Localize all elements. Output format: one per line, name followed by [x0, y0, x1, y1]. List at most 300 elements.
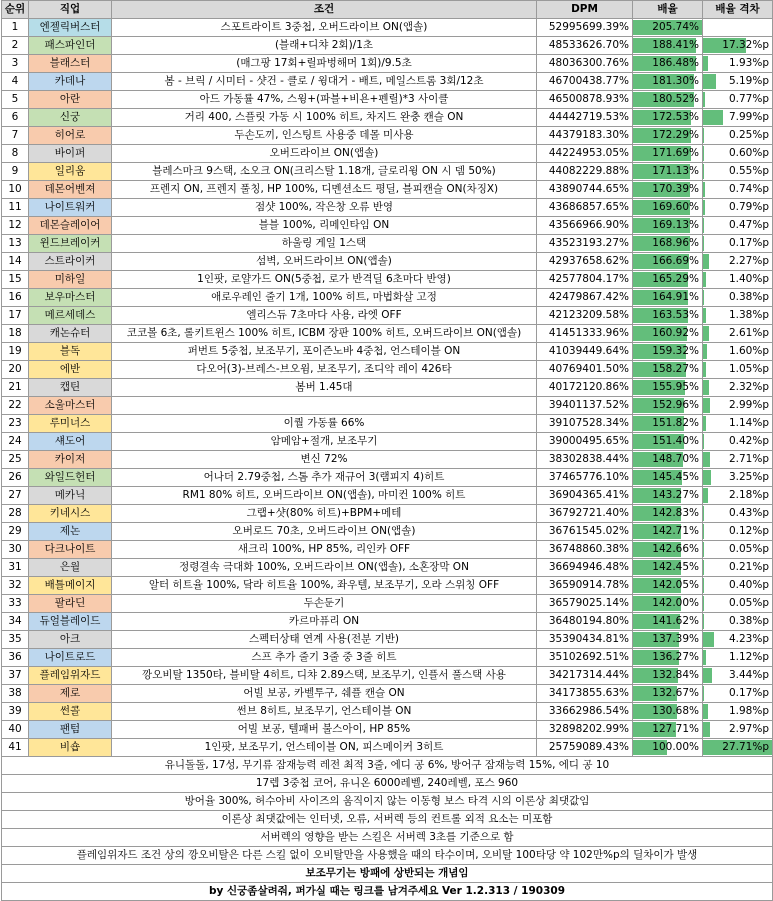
ratio-cell	[633, 667, 703, 685]
dpm-cell: 33662986.54%	[537, 703, 633, 721]
ratio-cell	[633, 487, 703, 505]
job-cell: 스트라이커	[29, 253, 112, 271]
ratio-value: 205.74%	[652, 21, 702, 33]
dpm-cell: 40769401.50%	[537, 361, 633, 379]
gap-cell	[703, 199, 773, 217]
condition-cell: 퍼번트 5중첩, 보조무기, 포이즌노바 4중첩, 언스테이블 ON	[112, 343, 537, 361]
job-cell: 나이트워커	[29, 199, 112, 217]
table-row	[2, 631, 773, 649]
ratio-value: 164.91%	[652, 291, 702, 303]
gap-cell	[703, 631, 773, 649]
ratio-value: 142.83%	[652, 507, 702, 519]
gap-value: 0.38%p	[729, 291, 772, 303]
gap-cell	[703, 649, 773, 667]
table-row	[2, 433, 773, 451]
dpm-cell: 36792721.40%	[537, 505, 633, 523]
job-cell: 히어로	[29, 127, 112, 145]
table-row	[2, 721, 773, 739]
dpm-cell: 42123209.58%	[537, 307, 633, 325]
condition-cell: 깡오비탈 1350타, 블비탈 4히트, 디챠 2.89스택, 보조무기, 인플서 풀스택 사용	[112, 667, 537, 685]
ratio-value: 170.39%	[652, 183, 702, 195]
ratio-value: 143.27%	[652, 489, 702, 501]
dpm-cell: 46500878.93%	[537, 91, 633, 109]
table-row	[2, 523, 773, 541]
gap-cell	[703, 415, 773, 433]
ratio-cell	[633, 55, 703, 73]
footnote-text: 이론상 최댓값에는 인터넷, 오류, 서버렉 등의 컨트롤 외적 요소는 미포함	[2, 811, 773, 829]
ratio-cell	[633, 181, 703, 199]
gap-bar	[703, 290, 704, 305]
job-cell: 썬콜	[29, 703, 112, 721]
gap-cell	[703, 271, 773, 289]
ratio-cell	[633, 271, 703, 289]
gap-cell	[703, 127, 773, 145]
gap-value: 0.60%p	[729, 147, 772, 159]
gap-bar	[703, 272, 706, 287]
gap-value: 0.21%p	[729, 561, 772, 573]
ratio-cell	[633, 91, 703, 109]
ratio-value: 181.30%	[652, 75, 702, 87]
ratio-value: 132.84%	[652, 669, 702, 681]
header-row	[2, 1, 773, 19]
condition-cell: 오버로드 70초, 오버드라이브 ON(앱솔)	[112, 523, 537, 541]
table-row	[2, 91, 773, 109]
ratio-value: 158.27%	[652, 363, 702, 375]
job-cell: 캐논슈터	[29, 325, 112, 343]
gap-value: 0.42%p	[729, 435, 772, 447]
gap-value: 1.60%p	[729, 345, 772, 357]
gap-cell	[703, 505, 773, 523]
ratio-value: 186.48%	[652, 57, 702, 69]
gap-value: 0.17%p	[729, 687, 772, 699]
condition-cell: (매그팡 17회+릴파벙해머 1회)/9.5초	[112, 55, 537, 73]
rank-cell: 20	[2, 361, 29, 379]
job-cell: 소울마스터	[29, 397, 112, 415]
condition-cell: 스프 추가 줄기 3줄 중 3줄 히트	[112, 649, 537, 667]
gap-value: 0.40%p	[729, 579, 772, 591]
ratio-cell	[633, 649, 703, 667]
gap-cell	[703, 487, 773, 505]
table-row	[2, 181, 773, 199]
job-cell: 메르세데스	[29, 307, 112, 325]
condition-cell: 알터 히트율 100%, 닼라 히트율 100%, 좌우텔, 보조무기, 오라 스위칭 OFF	[112, 577, 537, 595]
rank-cell: 41	[2, 739, 29, 757]
dpm-cell: 48036300.76%	[537, 55, 633, 73]
job-cell: 블독	[29, 343, 112, 361]
table-row	[2, 73, 773, 91]
gap-bar	[703, 308, 706, 323]
rank-cell: 35	[2, 631, 29, 649]
rank-cell: 24	[2, 433, 29, 451]
table-row	[2, 487, 773, 505]
rank-cell: 17	[2, 307, 29, 325]
gap-cell	[703, 253, 773, 271]
ratio-value: 159.32%	[652, 345, 702, 357]
gap-cell	[703, 703, 773, 721]
footnote-row	[2, 811, 773, 829]
table-row	[2, 739, 773, 757]
ratio-cell	[633, 379, 703, 397]
job-cell: 섀도어	[29, 433, 112, 451]
rank-cell: 19	[2, 343, 29, 361]
table-row	[2, 505, 773, 523]
rank-cell: 30	[2, 541, 29, 559]
table-row	[2, 595, 773, 613]
gap-value: 1.40%p	[729, 273, 772, 285]
job-cell: 제논	[29, 523, 112, 541]
gap-bar	[703, 128, 704, 143]
job-cell: 팬텀	[29, 721, 112, 739]
gap-bar	[703, 218, 704, 233]
table-row	[2, 163, 773, 181]
gap-bar	[703, 74, 716, 89]
footnote-row	[2, 829, 773, 847]
dpm-cell: 44082229.88%	[537, 163, 633, 181]
rank-cell: 21	[2, 379, 29, 397]
gap-cell	[703, 217, 773, 235]
table-row	[2, 325, 773, 343]
gap-bar	[703, 326, 709, 341]
gap-value: 0.55%p	[729, 165, 772, 177]
dpm-cell: 46700438.77%	[537, 73, 633, 91]
job-cell: 나이트로드	[29, 649, 112, 667]
dpm-cell: 40172120.86%	[537, 379, 633, 397]
rank-cell: 10	[2, 181, 29, 199]
gap-cell	[703, 325, 773, 343]
header-gap: 배율 격차	[703, 1, 773, 19]
rank-cell: 32	[2, 577, 29, 595]
gap-cell	[703, 235, 773, 253]
table-row	[2, 559, 773, 577]
ratio-value: 180.52%	[652, 93, 702, 105]
gap-bar	[703, 182, 705, 197]
dpm-cell: 44442719.53%	[537, 109, 633, 127]
condition-cell: 두손둔기	[112, 595, 537, 613]
condition-cell: 스펙터상태 연계 사용(전분 기반)	[112, 631, 537, 649]
gap-cell	[703, 343, 773, 361]
job-cell: 루미너스	[29, 415, 112, 433]
table-row	[2, 55, 773, 73]
dpm-cell: 41039449.64%	[537, 343, 633, 361]
table-row	[2, 235, 773, 253]
gap-value: 0.25%p	[729, 129, 772, 141]
ratio-cell	[633, 739, 703, 757]
ratio-value: 155.95%	[652, 381, 702, 393]
dpm-cell: 42937658.62%	[537, 253, 633, 271]
header-ratio: 배율	[633, 1, 703, 19]
ratio-cell	[633, 631, 703, 649]
rank-cell: 15	[2, 271, 29, 289]
ratio-value: 165.29%	[652, 273, 702, 285]
condition-cell: 정령결속 극대화 100%, 오버드라이브 ON(앱솔), 소혼장막 ON	[112, 559, 537, 577]
gap-cell	[703, 307, 773, 325]
ratio-value: 168.96%	[652, 237, 702, 249]
condition-cell: 변신 72%	[112, 451, 537, 469]
gap-cell	[703, 109, 773, 127]
dpm-cell: 36590914.78%	[537, 577, 633, 595]
rank-cell: 14	[2, 253, 29, 271]
gap-value: 0.47%p	[729, 219, 772, 231]
gap-bar	[703, 398, 710, 413]
gap-value: 0.77%p	[729, 93, 772, 105]
gap-value: 1.38%p	[729, 309, 772, 321]
condition-cell: 어나더 2.79중첩, 스톰 추가 재규어 3(램피지 4)히트	[112, 469, 537, 487]
rank-cell: 9	[2, 163, 29, 181]
dpm-cell: 39000495.65%	[537, 433, 633, 451]
footnote-text: 서버렉의 영향을 받는 스킬은 서버렉 3초를 기준으로 함	[2, 829, 773, 847]
job-cell: 팔라딘	[29, 595, 112, 613]
gap-value: 5.19%p	[729, 75, 772, 87]
job-cell: 윈드브레이커	[29, 235, 112, 253]
condition-cell: 두손도끼, 인스팅트 사용중 데몰 미사용	[112, 127, 537, 145]
ratio-value: 163.53%	[652, 309, 702, 321]
table-row	[2, 37, 773, 55]
ratio-cell	[633, 325, 703, 343]
ratio-value: 142.45%	[652, 561, 702, 573]
rank-cell: 39	[2, 703, 29, 721]
ratio-cell	[633, 109, 703, 127]
ratio-value: 142.71%	[652, 525, 702, 537]
job-cell: 캡틴	[29, 379, 112, 397]
dpm-cell: 34217314.44%	[537, 667, 633, 685]
gap-bar	[703, 488, 708, 503]
ratio-cell	[633, 19, 703, 37]
footnote-text: 보조무기는 방패에 상반되는 개념임	[2, 865, 773, 883]
gap-bar	[703, 254, 709, 269]
job-cell: 듀얼블레이드	[29, 613, 112, 631]
gap-value: 7.99%p	[729, 111, 772, 123]
condition-cell: 1인팟, 로얄가드 ON(5중첩, 로가 반격딜 6초마다 반영)	[112, 271, 537, 289]
table-row	[2, 217, 773, 235]
rank-cell: 23	[2, 415, 29, 433]
job-cell: 카데나	[29, 73, 112, 91]
dpm-cell: 36904365.41%	[537, 487, 633, 505]
ratio-cell	[633, 505, 703, 523]
job-cell: 보우마스터	[29, 289, 112, 307]
gap-cell	[703, 55, 773, 73]
table-row	[2, 109, 773, 127]
ratio-value: 166.69%	[652, 255, 702, 267]
gap-value: 0.38%p	[729, 615, 772, 627]
ratio-value: 141.62%	[652, 615, 702, 627]
ratio-cell	[633, 73, 703, 91]
gap-bar	[703, 668, 712, 683]
table-row	[2, 415, 773, 433]
dpm-cell: 43686857.65%	[537, 199, 633, 217]
rank-cell: 27	[2, 487, 29, 505]
job-cell: 아란	[29, 91, 112, 109]
rank-cell: 38	[2, 685, 29, 703]
gap-value: 0.17%p	[729, 237, 772, 249]
gap-bar	[703, 722, 710, 737]
dpm-cell: 43890744.65%	[537, 181, 633, 199]
ratio-cell	[633, 451, 703, 469]
gap-bar	[703, 614, 704, 629]
table-row	[2, 343, 773, 361]
dpm-cell: 42577804.17%	[537, 271, 633, 289]
rank-cell: 8	[2, 145, 29, 163]
gap-cell	[703, 451, 773, 469]
rank-cell: 34	[2, 613, 29, 631]
dpm-cell: 37465776.10%	[537, 469, 633, 487]
rank-cell: 16	[2, 289, 29, 307]
condition-cell: 그랩+샷(80% 히트)+BPM+메테	[112, 505, 537, 523]
gap-cell	[703, 289, 773, 307]
gap-value: 2.71%p	[729, 453, 772, 465]
condition-cell: 엘리스듀 7초마다 사용, 라엣 OFF	[112, 307, 537, 325]
condition-cell	[112, 397, 537, 415]
condition-cell: 봄버 1.45대	[112, 379, 537, 397]
rank-cell: 4	[2, 73, 29, 91]
header-rank: 순위	[2, 1, 29, 19]
ratio-cell	[633, 433, 703, 451]
gap-bar	[703, 632, 714, 647]
gap-value: 17.32%p	[722, 39, 772, 51]
dpm-cell: 39401137.52%	[537, 397, 633, 415]
gap-cell	[703, 541, 773, 559]
footnote-row	[2, 847, 773, 865]
table-row	[2, 19, 773, 37]
dpm-table	[1, 0, 773, 901]
dpm-cell: 41451333.96%	[537, 325, 633, 343]
ratio-cell	[633, 253, 703, 271]
gap-value: 27.71%p	[722, 741, 772, 753]
ratio-cell	[633, 703, 703, 721]
ratio-cell	[633, 523, 703, 541]
footnote-row	[2, 883, 773, 901]
dpm-cell: 36579025.14%	[537, 595, 633, 613]
gap-bar	[703, 704, 708, 719]
gap-bar	[703, 452, 710, 467]
table-row	[2, 703, 773, 721]
table-row	[2, 307, 773, 325]
ratio-cell	[633, 217, 703, 235]
rank-cell: 13	[2, 235, 29, 253]
ratio-value: 152.96%	[652, 399, 702, 411]
table-row	[2, 253, 773, 271]
table-row	[2, 685, 773, 703]
condition-cell: 오버드라이브 ON(앱솔)	[112, 145, 537, 163]
gap-value: 0.12%p	[729, 525, 772, 537]
condition-cell: 스포트라이트 3중첩, 오버드라이브 ON(앱솔)	[112, 19, 537, 37]
gap-value: 0.43%p	[729, 507, 772, 519]
gap-cell	[703, 433, 773, 451]
job-cell: 아크	[29, 631, 112, 649]
condition-cell: 1인팟, 보조무기, 언스테이블 ON, 피스메이커 3히트	[112, 739, 537, 757]
rank-cell: 18	[2, 325, 29, 343]
ratio-cell	[633, 541, 703, 559]
job-cell: 패스파인더	[29, 37, 112, 55]
condition-cell: 블레스마크 9스택, 소오크 ON(크리스탈 1.18개, 글로리윙 ON 시 뎀 50%)	[112, 163, 537, 181]
condition-cell: 이퀄 가동률 66%	[112, 415, 537, 433]
ratio-cell	[633, 577, 703, 595]
dpm-cell: 35102692.51%	[537, 649, 633, 667]
gap-value: 2.61%p	[729, 327, 772, 339]
job-cell: 에반	[29, 361, 112, 379]
ratio-value: 100.00%	[652, 741, 702, 753]
gap-bar	[703, 434, 704, 449]
ratio-cell	[633, 37, 703, 55]
gap-value: 0.79%p	[729, 201, 772, 213]
gap-bar	[703, 380, 709, 395]
job-cell: 플레임위자드	[29, 667, 112, 685]
job-cell: 일리움	[29, 163, 112, 181]
table-row	[2, 361, 773, 379]
ratio-value: 127.71%	[652, 723, 702, 735]
footnote-text: 방어율 300%, 허수아비 사이즈의 움직이지 않는 이동형 보스 타격 시의 이론상 최댓값임	[2, 793, 773, 811]
rank-cell: 25	[2, 451, 29, 469]
ratio-value: 160.92%	[652, 327, 702, 339]
condition-cell: 아드 가동률 47%, 스윙+(파블+비욘+펜릴)*3 사이클	[112, 91, 537, 109]
rank-cell: 31	[2, 559, 29, 577]
job-cell: 비숍	[29, 739, 112, 757]
gap-cell	[703, 559, 773, 577]
dpm-cell: 36480194.80%	[537, 613, 633, 631]
job-cell: 다크나이트	[29, 541, 112, 559]
gap-value: 0.05%p	[729, 597, 772, 609]
gap-value: 2.99%p	[729, 399, 772, 411]
ratio-value: 145.45%	[652, 471, 702, 483]
rank-cell: 28	[2, 505, 29, 523]
table-row	[2, 451, 773, 469]
gap-value: 0.05%p	[729, 543, 772, 555]
job-cell: 데몬슬레이어	[29, 217, 112, 235]
gap-bar	[703, 416, 706, 431]
gap-value: 1.93%p	[729, 57, 772, 69]
ratio-cell	[633, 145, 703, 163]
gap-cell	[703, 73, 773, 91]
gap-bar	[703, 146, 704, 161]
gap-cell	[703, 685, 773, 703]
table-row	[2, 397, 773, 415]
gap-cell	[703, 397, 773, 415]
rank-cell: 3	[2, 55, 29, 73]
rank-cell: 29	[2, 523, 29, 541]
dpm-cell: 48533626.70%	[537, 37, 633, 55]
gap-bar	[703, 362, 706, 377]
condition-cell: 블블 100%, 리메인타임 ON	[112, 217, 537, 235]
gap-cell	[703, 91, 773, 109]
gap-value: 2.18%p	[729, 489, 772, 501]
table-row	[2, 469, 773, 487]
condition-cell: 봄 - 브릭 / 시미터 - 샷건 - 클로 / 윙대거 - 배트, 메일스트롬 3회/12초	[112, 73, 537, 91]
gap-cell	[703, 163, 773, 181]
ratio-cell	[633, 361, 703, 379]
rank-cell: 37	[2, 667, 29, 685]
gap-cell	[703, 721, 773, 739]
ratio-cell	[633, 595, 703, 613]
footnote-text: 플레임위자드 조건 상의 깡오비탈은 다른 스킬 없이 오비탈만을 사용했을 때의 타수이며, 오비탈 100타당 약 102만%p의 딜차이가 발생	[2, 847, 773, 865]
footnote-text: 유니돌돌, 17성, 무기류 잠재능력 레전 최적 3줄, 에디 공 6%, 방어구 잠재능력 15%, 에디 공 10	[2, 757, 773, 775]
dpm-cell: 32898202.99%	[537, 721, 633, 739]
footnote-text: by 신궁좀살려줘, 퍼가실 때는 링크를 남겨주세요 Ver 1.2.313 / 190309	[2, 883, 773, 901]
condition-cell: 암메암+절개, 보조무기	[112, 433, 537, 451]
ratio-cell	[633, 613, 703, 631]
gap-value	[769, 21, 772, 33]
footnote-row	[2, 865, 773, 883]
job-cell: 블래스터	[29, 55, 112, 73]
condition-cell: 카르마퓨리 ON	[112, 613, 537, 631]
ratio-value: 137.39%	[652, 633, 702, 645]
dpm-cell: 36694946.48%	[537, 559, 633, 577]
gap-value: 1.98%p	[729, 705, 772, 717]
dpm-cell: 34173855.63%	[537, 685, 633, 703]
condition-cell: 새크리 100%, HP 85%, 리인카 OFF	[112, 541, 537, 559]
ratio-value: 151.82%	[652, 417, 702, 429]
condition-cell: RM1 80% 히트, 오버드라이브 ON(앱솔), 마미컨 100% 히트	[112, 487, 537, 505]
gap-cell	[703, 361, 773, 379]
header-job: 직업	[29, 1, 112, 19]
